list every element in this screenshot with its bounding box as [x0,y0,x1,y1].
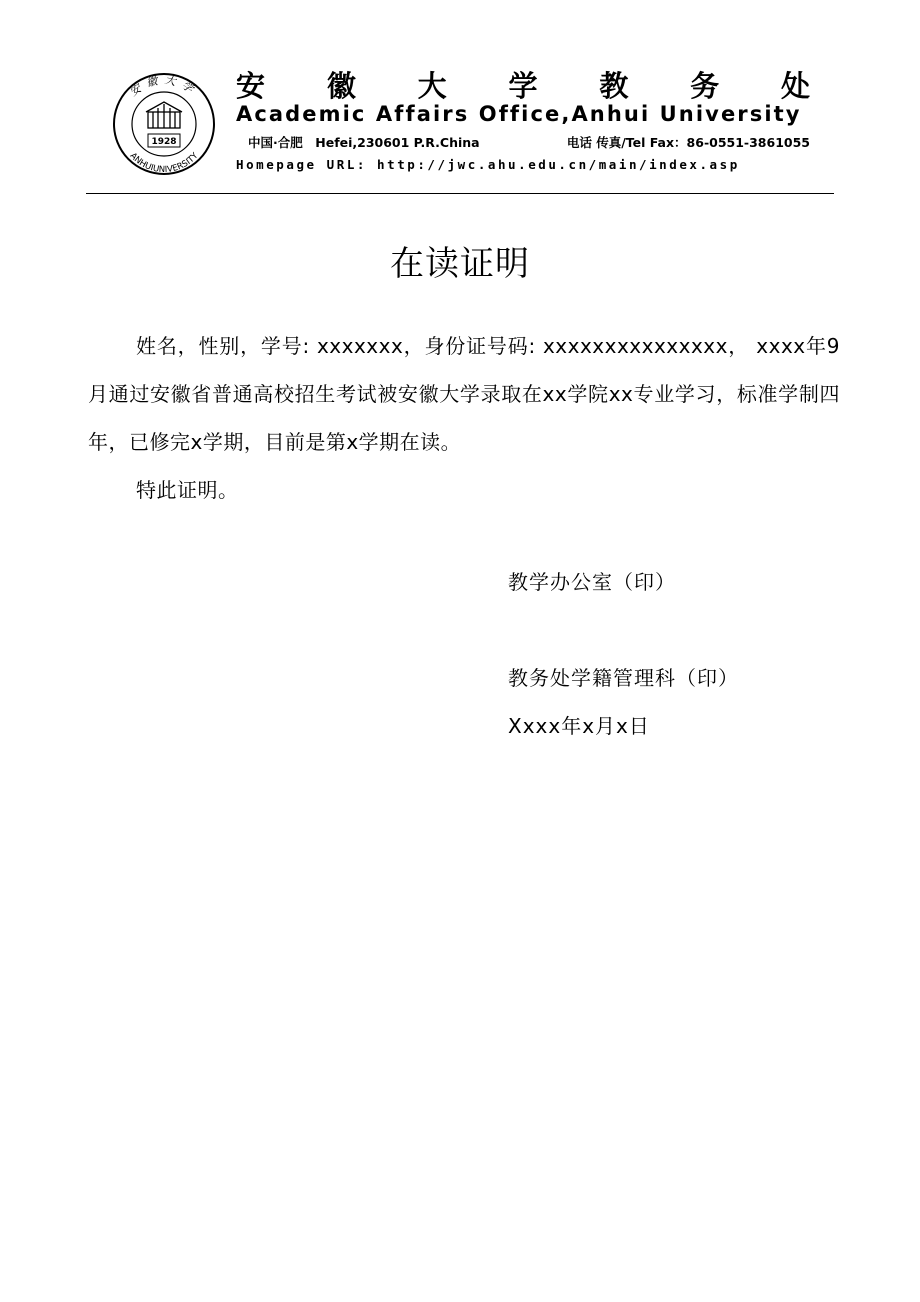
title-char: 安 [236,68,266,103]
letterhead-divider [86,193,834,194]
contact-line [248,133,810,151]
closing-statement: 特此证明。 [136,478,239,502]
address: 中国·合肥 Hefei,230601 P.R.China [248,135,480,150]
title-char: 学 [508,68,538,103]
title-char: 务 [690,68,720,103]
title-char: 教 [599,68,629,103]
office-title-en: Academic Affairs Office,Anhui University [236,102,802,126]
title-char: 处 [780,68,810,103]
tel-fax: 电话 传真/Tel Fax：86-0551-3861055 [566,135,810,150]
seal-year: 1928 [151,137,177,147]
seal-ring-text: ANHUIUNIVERSITY [127,151,201,176]
seal-top-text: 安徽大学 [127,73,201,99]
homepage-url: Homepage URL: http://jwc.ahu.edu.cn/main/index.asp [236,157,740,172]
title-char: 大 [417,68,447,103]
office-title-zh [236,66,810,102]
document-date: Xxxx年x月x日 [508,714,650,738]
building-icon [146,102,182,128]
signature-teaching-office: 教学办公室（印） [508,570,676,594]
signature-registry-office: 教务处学籍管理科（印） [508,666,739,690]
university-seal-logo [110,72,218,176]
certificate-body: 姓名，性别，学号: xxxxxxx，身份证号码: xxxxxxxxxxxxxxx， xxxx年9月通过安徽省普通高校招生考试被安徽大学录取在xx学院xx专业学习，标准学制四年，已修完x学期，目前是第x学期在读。 [88,334,840,454]
title-char: 徽 [326,68,356,103]
document-title: 在读证明 [390,244,530,284]
